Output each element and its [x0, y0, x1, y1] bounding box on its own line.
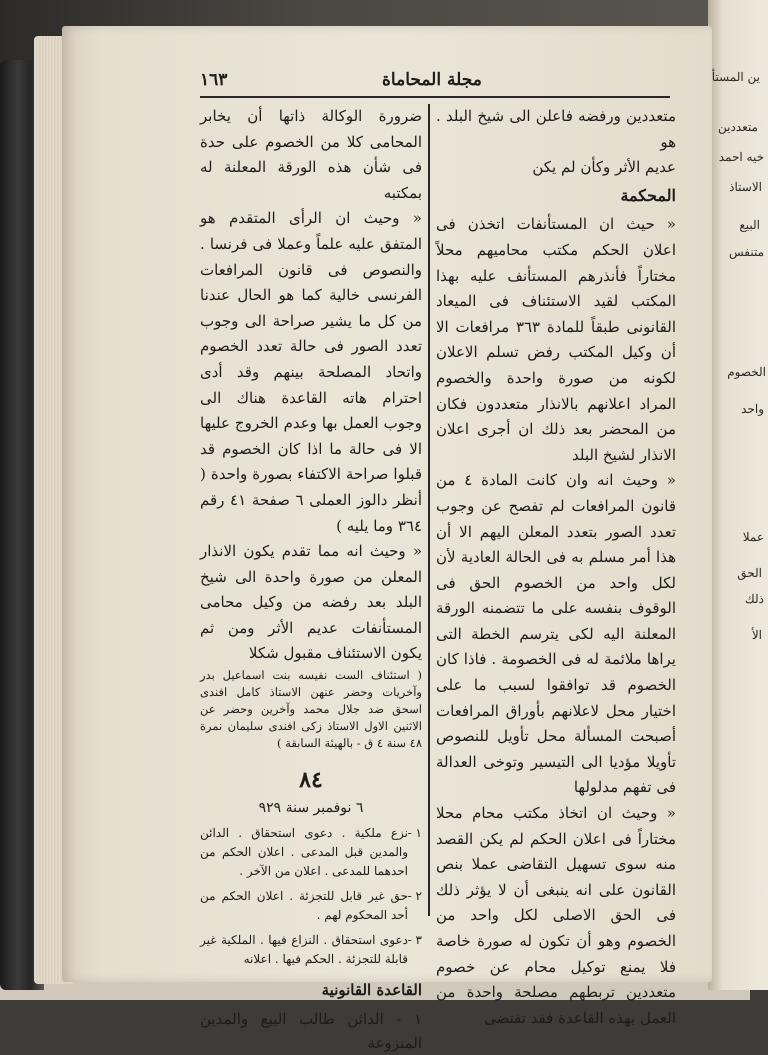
paragraph: « وحيث ان اتخاذ مكتب محام محلا مختاراً فى اعلان الحكم لم يكن القصد منه سوى تسهيل التقاضى عملا بنص القانون على انه ينبغى أن لا يؤثر ذلك فى الحق الاصلى لكل واحد من الخصوم وهو أن تكون له صورة خاصة فلا يمنع توكيل محام عن خصوم متعددين تربطهم مصلحة واحدة من العمل بهذه القاعدة فقد تقتضى: [436, 804, 676, 1027]
page-header: [200, 70, 670, 94]
case-number: ٨٤: [299, 767, 323, 794]
keyword-item: [200, 931, 422, 969]
next-page-fragment: ين المستأ: [711, 70, 760, 84]
next-page-fragment: واحد: [741, 402, 764, 416]
next-page-fragment: الخصوم: [727, 365, 766, 379]
keyword-item: [200, 887, 422, 925]
next-page-fragment: خيه احمد: [718, 150, 764, 164]
right-column: [436, 104, 676, 1031]
keyword-text: نزع ملكية . دعوى استحقاق . الدائن والمدين قبل المدعى . اعلان الحكم من احدهما للمدعى . اعلان من الآخر .: [200, 826, 408, 879]
next-page-fragment: الأ: [751, 628, 762, 642]
keyword-number: ٢ -: [407, 889, 422, 904]
next-page-edge: [708, 0, 768, 990]
rule-first-line: ١ - الدائن طالب البيع والمدين المنزوعة: [200, 1010, 422, 1053]
text-line: عديم الأثر وكأن لم يكن: [532, 158, 676, 177]
keyword-item: [200, 824, 422, 881]
next-page-fragment: الاستاذ: [729, 180, 762, 194]
header-rule: [200, 96, 670, 98]
rule-title: القاعدة القانونية: [321, 981, 422, 1000]
keyword-number: ٣ -: [407, 933, 422, 948]
text-line: متعددين ورفضه فاعلن الى شيخ البلد . هو: [436, 107, 676, 151]
case-citation: ( استئناف الست نفيسه بنت اسماعيل بدر وآخريات وحضر عنهن الاستاذ كامل افندى اسحق ضد جلال محمد وآخرين وحضر عن الاثنين الاول الاستاذ زكى افندى سليمان نمرة ٤٨ سنة ٤ ق - بالهيئة السابقة ): [200, 668, 422, 751]
next-page-fragment: متنفس: [728, 245, 764, 259]
next-page-fragment: البيع: [739, 218, 760, 232]
left-column: [200, 104, 422, 1055]
case-date: ٦ نوفمبر سنة ٩٢٩: [258, 800, 364, 817]
next-page-fragment: متعددين: [718, 120, 758, 134]
page-number: ١٦٣: [200, 70, 228, 90]
keyword-text: حق غير قابل للتجزئة . اعلان الحكم من أحد المحكوم لهم .: [200, 889, 408, 923]
journal-title: مجلة المحاماة: [382, 70, 482, 90]
next-page-fragment: الحق: [737, 566, 762, 580]
column-divider: [428, 104, 430, 916]
next-page-fragment: ذلك: [744, 592, 764, 606]
paragraph: « وحيث انه مما تقدم يكون الانذار المعلن من صورة واحدة الى شيخ البلد بعد رفضه من وكيل محامى المستأنفات عديم الأثر ومن ثم يكون الاستئناف مقبول شكلا: [200, 542, 422, 663]
paragraph: « وحيث ان الرأى المتقدم هو المتفق عليه علماً وعملا فى فرنسا . والنصوص فى قانون المرافعات الفرنسى خالية كما هو الحال عندنا من كل ما يشير صراحة الى وجوب تعدد الصور فى حالة تعدد الخصوم واتحاد المصلحة بينهم وقد أدى احترام هاته القاعدة هناك الى وجوب العمل بها وعدم الخروج عليها الا فى حالة ما اذا كان الخصوم قد قبلوا صراحة الاكتفاء بصورة واحدة ( أنظر دالوز العملى ٦ صفحة ٤١ رقم ٣٦٤ وما يليه ): [200, 209, 422, 535]
keyword-text: دعوى استحقاق . النزاع فيها . الملكية غير قابلة للتجزئة . الحكم فيها . اعلانه: [200, 933, 408, 967]
paragraph: ضرورة الوكالة ذاتها أن يخابر المحامى كلا من الخصوم على حدة فى شأن هذه الورقة المعلنة له بمكتبه: [200, 107, 422, 202]
next-page-fragment: عملا: [742, 530, 764, 544]
section-title: المحكمة: [620, 185, 676, 205]
paragraph: « وحيث انه وان كانت المادة ٤ من قانون المرافعات لم تفصح عن وجوب تعدد الصور بتعدد المعلن اليهم الا أن هذا أمر مسلم به فى الحالة العادية لأن لكل واحد من الخصوم الحق فى الوقوف بنفسه على ما تتضمنه الورقة المعلنة اليه لكى يترسم الخطة التى يراها ملائمة له فى الخصومة . فاذا كان الخصوم قد توافقوا لسبب ما على اختيار محل لاعلانهم بأوراق المرافعات أصبحت المسألة محل تأويل للنصوص تأويلا مؤديا الى التيسير وتوخى العدالة فى تفهم مدلولها: [436, 471, 676, 797]
keyword-number: ١ -: [407, 826, 422, 841]
paragraph: « حيث ان المستأنفات اتخذن فى اعلان الحكم مكتب محاميهم محلاً مختاراً فأنذرهم المستأنف عليه بهذا المكتب لقيد الاستئناف فى الميعاد القانونى طبقاً للمادة ٣٦٣ مرافعات الا أن وكيل المكتب رفض تسلم الاعلان لكونه من صورة واحدة والخصوم المراد اعلانهم بالانذار متعددون فكان من المحضر بعد ذلك ان أجرى اعلان الانذار لشيخ البلد: [436, 215, 676, 464]
